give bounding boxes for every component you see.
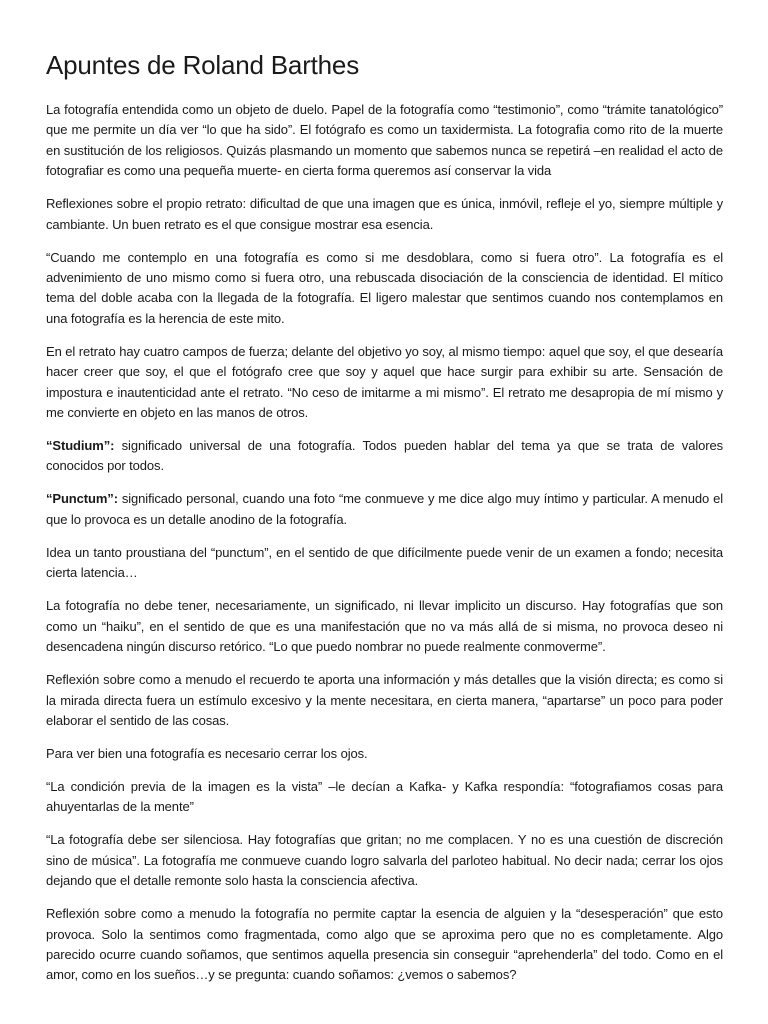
paragraph-cerrar-ojos: Para ver bien una fotografía es necesario cerrar los ojos.	[46, 745, 368, 761]
studium-definition: significado universal de una fotografía. Todos pueden hablar del tema ya que se trata de valores conocidos por todos.	[46, 438, 723, 474]
paragraph-esencia: Reflexión sobre como a menudo la fotografía no permite captar la esencia de alguien y la “desesperación” que esto provoca. Solo la sentimos como fragmentada, como algo que se aproxima pero que no es completamente. Algo parecido ocurre cuando soñamos, que sentimos aquella presencia sin conseguir “aprehenderla” del todo. Como en el amor, como en los sueños…y se pregunta: cuando soñamos: ¿vemos o sabemos?	[46, 906, 723, 983]
paragraph-duelo: La fotografía entendida como un objeto de duelo. Papel de la fotografía como “testimonio”, como “trámite tanatológico” que me permite un día ver “lo que ha sido”. El fotógrafo es como un taxidermista. La fotografia como rito de la muerte en sustitución de los religiosos. Quizás plasmando un momento que sabemos nunca se repetirá –en realidad el acto de fotografiar es como una pequeña muerte- en cierta forma queremos así conservar la vida	[46, 102, 723, 179]
paragraph-studium	[46, 436, 723, 477]
paragraph-haiku: La fotografía no debe tener, necesariamente, un significado, ni llevar implicito un discurso. Hay fotografías que son como un “haiku”, en el sentido de que es una manifestación que no va más allá de si misma, no provoca deseo ni desencadena ningún discurso retórico. “Lo que puedo nombrar no puede realmente conmoverme”.	[46, 598, 723, 655]
studium-term: “Studium”:	[46, 438, 115, 454]
paragraph-campos-de-fuerza: En el retrato hay cuatro campos de fuerza; delante del objetivo yo soy, al mismo tiempo: aquel que soy, el que desearía hacer creer que soy, el que el fotógrafo cree que soy y aquel que hace surgir para exhibir su arte. Sensación de impostura e inautenticidad ante el retrato. “No ceso de imitarme a mi mismo”. El retrato me desapropia de mí mismo y me convierte en objeto en las manos de otros.	[46, 343, 723, 421]
paragraph-desdoblamiento: “Cuando me contemplo en una fotografía es como si me desdoblara, como si fuera otro”. La fotografía es el advenimiento de uno mismo como si fuera otro, una rebuscada disociación de la consciencia de identidad. El mítico tema del doble acaba con la llegada de la fotografía. El ligero malestar que sentimos cuando nos contemplamos en una fotografía es la herencia de este mito.	[46, 249, 723, 326]
paragraph-recuerdo: Reflexión sobre como a menudo el recuerdo te aporta una información y más detalles que la visión directa; es como si la mirada directa fuera un estímulo excesivo y la mente necesitara, en cierta manera, “apartarse” un poco para poder elaborar el sentido de las cosas.	[46, 672, 723, 728]
paragraph-kafka: “La condición previa de la imagen es la vista” –le decían a Kafka- y Kafka respondía: “fotografiamos cosas para ahuyentarlas de la mente”	[46, 778, 723, 815]
document-title: Apuntes de Roland Barthes	[46, 50, 359, 80]
paragraph-silenciosa: “La fotografía debe ser silenciosa. Hay fotografías que gritan; no me complacen. Y no es una cuestión de discreción sino de música”. La fotografía me conmueve cuando logro salvarla del parloteo habitual. No decir nada; cerrar los ojos dejando que el detalle remonte solo hasta la consciencia afectiva.	[46, 832, 723, 889]
paragraph-punctum	[46, 489, 723, 530]
paragraph-proustiana: Idea un tanto proustiana del “punctum”, en el sentido de que difícilmente puede venir de un examen a fondo; necesita cierta latencia…	[46, 544, 723, 581]
document-page	[46, 48, 723, 998]
punctum-term: “Punctum”:	[46, 491, 118, 507]
punctum-definition: significado personal, cuando una foto “me conmueve y me dice algo muy íntimo y particular. A menudo el que lo provoca es un detalle anodino de la fotografía.	[46, 491, 723, 527]
paragraph-retrato: Reflexiones sobre el propio retrato: dificultad de que una imagen que es única, inmóvil, refleje el yo, siempre múltiple y cambiante. Un buen retrato es el que consigue mostrar esa esencia.	[46, 196, 723, 232]
